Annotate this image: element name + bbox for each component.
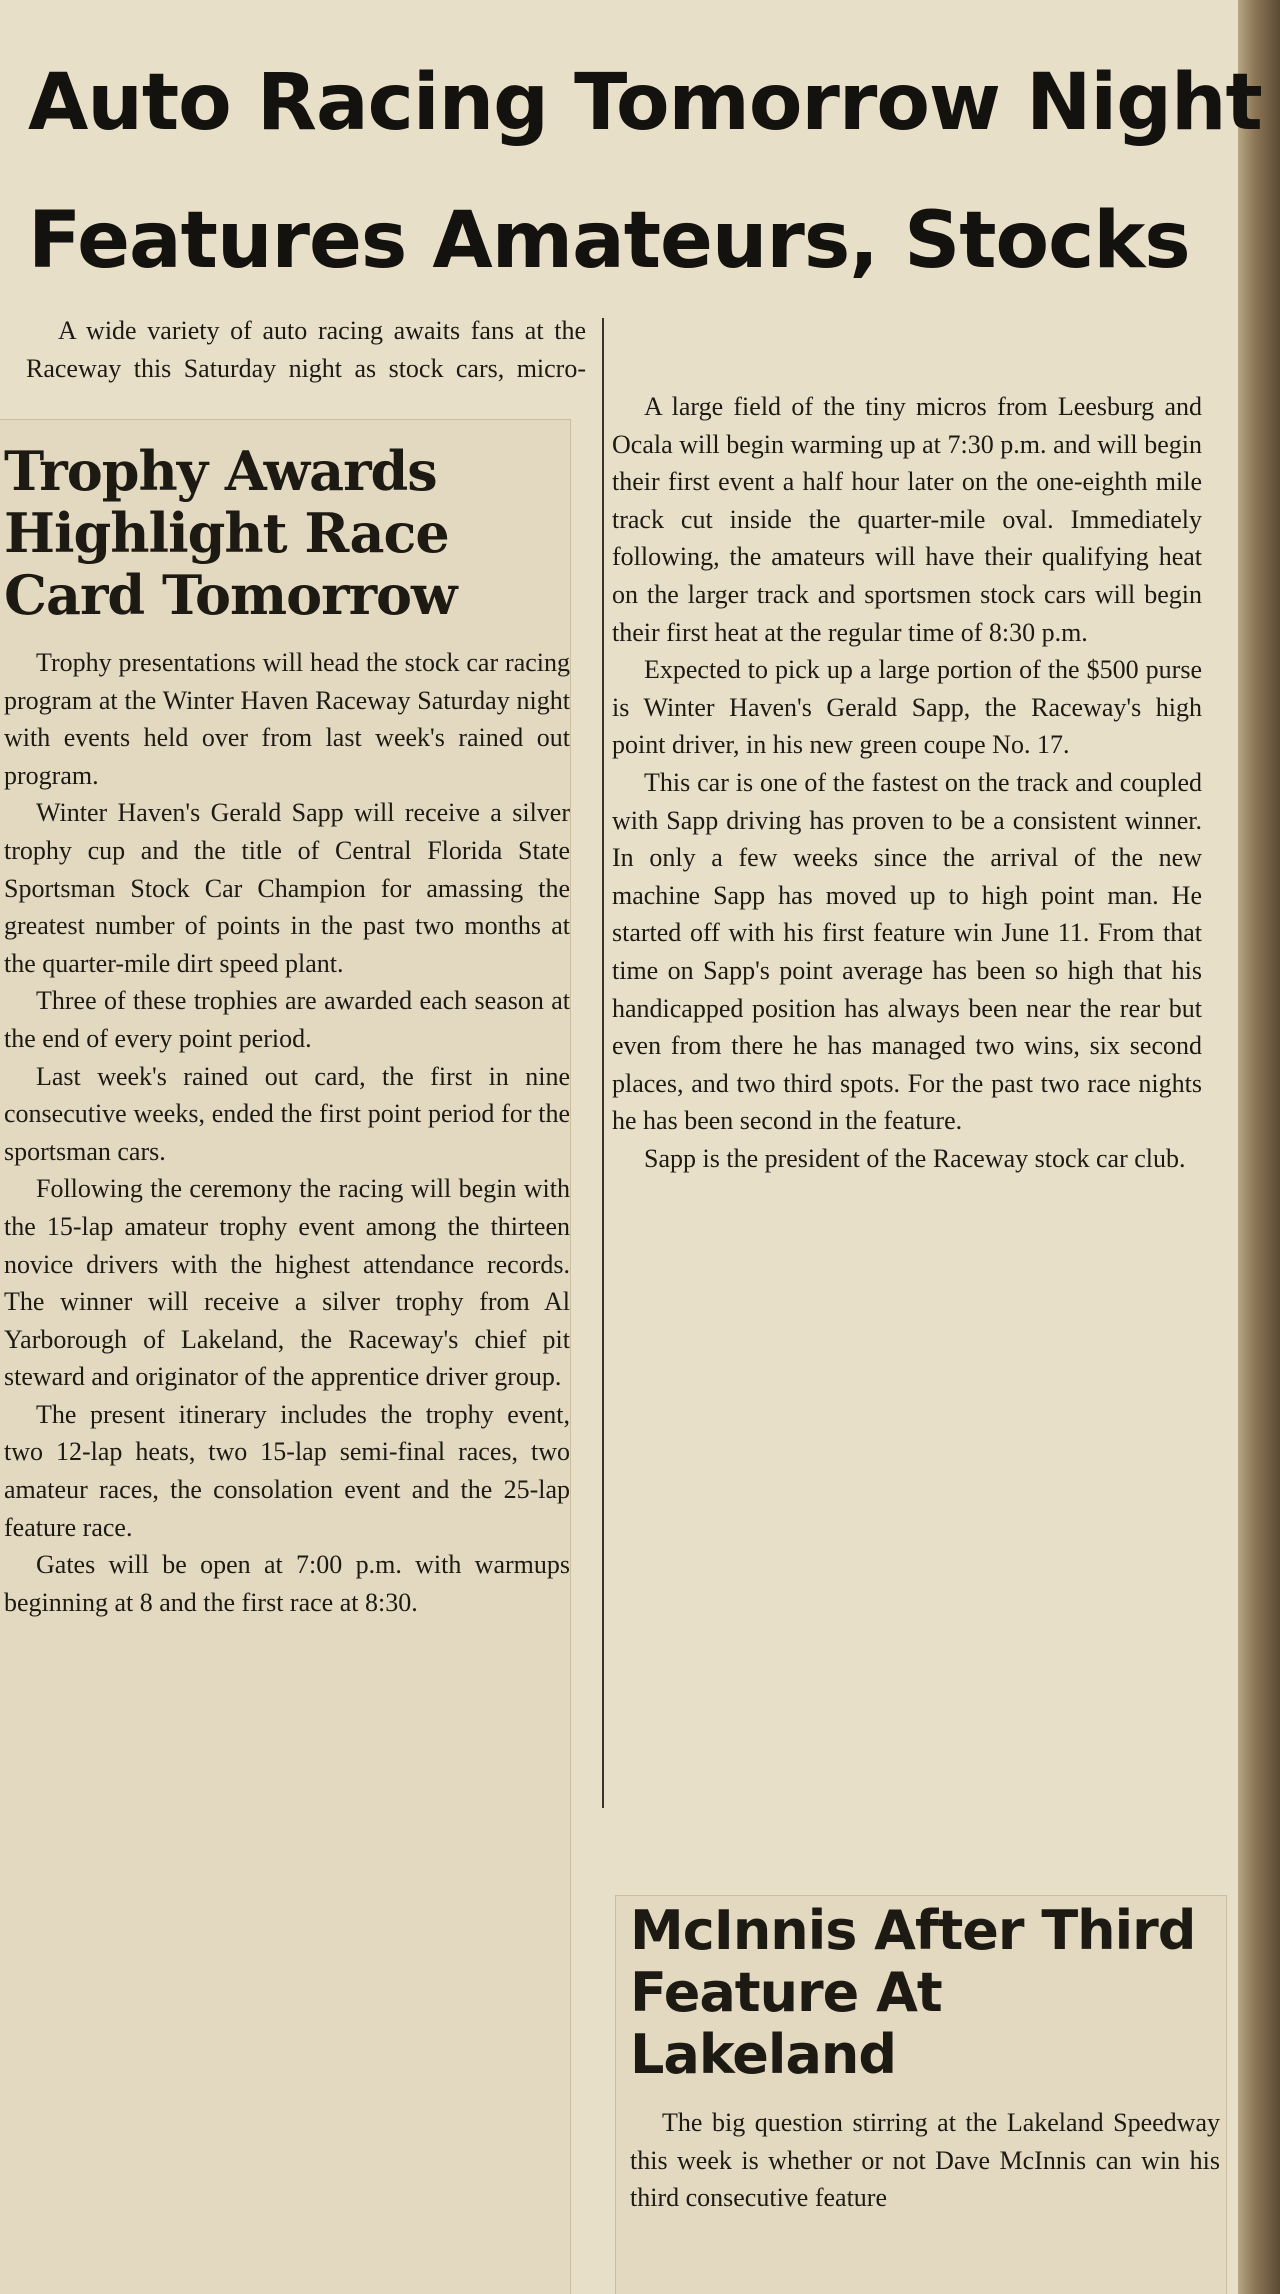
trophy-headline: Trophy Awards Highlight Race Card Tomorrow	[4, 439, 457, 627]
trophy-p1: Trophy presentations will head the stock car racing program at the Winter Haven Raceway Saturday night with events held over from last week's rained out program.	[4, 648, 570, 790]
auto-racing-p4: This car is one of the fastest on the track and coupled with Sapp driving has proven to be a consistent winner. In only a few weeks since the arrival of the new machine Sapp has moved up to high point man. He started off with his first feature win June 11. From that time on Sapp's point average has been so high that his handicapped position has always been near the rear but even from there he has managed two wins, six second places, and two third spots. For the past two race nights he has been second in the feature.	[612, 767, 1202, 1136]
main-headline-line2: Features Amateurs, Stocks	[28, 196, 1190, 286]
main-headline-line1: Auto Racing Tomorrow Night	[28, 58, 1262, 148]
trophy-p5: Following the ceremony the racing will begin with the 15-lap amateur trophy event among the thirteen novice drivers with the highest attendance records. The winner will receive a silver trophy from Al Yarborough of Lakeland, the Raceway's chief pit steward and originator of the apprentice driver group.	[4, 1174, 570, 1392]
trophy-p3: Three of these trophies are awarded each season at the end of every point period.	[4, 986, 570, 1053]
trophy-p2: Winter Haven's Gerald Sapp will receive a silver trophy cup and the title of Central Florida State Sportsman Stock Car Champion for amassing the greatest number of points in the past two months at the quarter-mile dirt speed plant.	[4, 798, 570, 978]
trophy-p4: Last week's rained out card, the first in nine consecutive weeks, ended the first point period for the sportsman cars.	[4, 1061, 570, 1166]
auto-racing-p3: Expected to pick up a large portion of the $500 purse is Winter Haven's Gerald Sapp, the Raceway's high point driver, in his new green coupe No. 17.	[612, 655, 1202, 760]
auto-racing-p5: Sapp is the president of the Raceway stock car club.	[644, 1143, 1186, 1173]
column-rule	[602, 318, 604, 1808]
page-edge-shadow	[1238, 0, 1280, 2294]
mcinnis-article	[630, 1900, 1220, 2217]
trophy-p7: Gates will be open at 7:00 p.m. with warmups beginning at 8 and the first race at 8:30.	[4, 1550, 570, 1617]
auto-racing-lead-text: A wide variety of auto racing awaits fans at the Raceway this Saturday night as stock cars, micro-	[26, 316, 586, 383]
trophy-p6: The present itinerary includes the trophy event, two 12-lap heats, two 15-lap semi-final races, two amateur races, the consolation event and the 25-lap feature race.	[4, 1399, 570, 1542]
auto-racing-p2: A large field of the tiny micros from Leesburg and Ocala will begin warming up at 7:30 p.m. and will begin their first event a half hour later on the one-eighth mile track cut inside the quarter-mile oval. Immediately following, the amateurs will have their qualifying heat on the larger track and sportsmen stock cars will begin their first heat at the regular time of 8:30 p.m.	[612, 392, 1202, 647]
mcinnis-headline: McInnis After Third Feature At Lakeland	[630, 1899, 1196, 2086]
auto-racing-right-column	[612, 388, 1202, 1177]
auto-racing-lead-left	[26, 312, 586, 388]
trophy-article	[4, 440, 570, 1621]
mcinnis-p1: The big question stirring at the Lakeland Speedway this week is whether or not Dave McInnis can win his third consecutive feature	[630, 2108, 1220, 2213]
